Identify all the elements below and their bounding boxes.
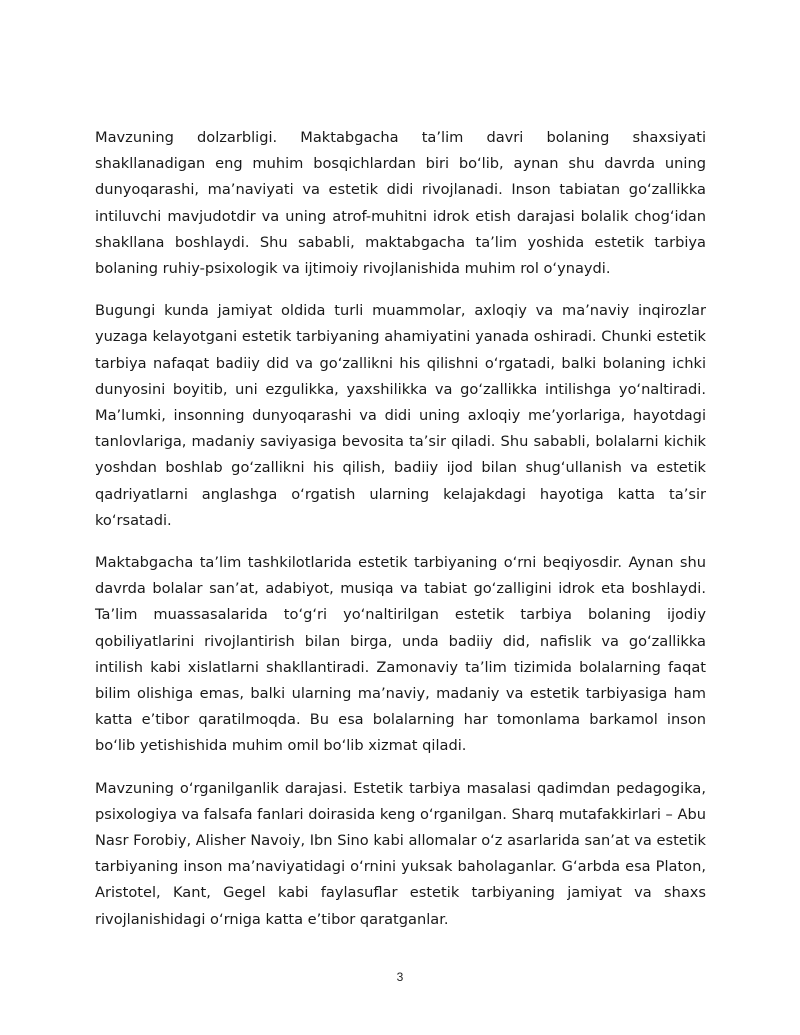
paragraph-relevance: Mavzuning dolzarbligi. Maktabgacha ta’lim davri bolaning shaxsiyati shakllanadigan eng muhim bosqichlardan biri bo‘lib, aynan shu davrda uning dunyoqarashi, ma’naviyati va estetik didi rivojlanadi. Inson tabiatan go‘zallikka intiluvchi mavjudotdir va uning atrof-muhitni idrok etish darajasi bolalik chog‘idan shakllana boshlaydi. Shu sababli, maktabgacha ta’lim yoshida estetik tarbiya bolaning ruhiy-psixologik va ijtimoiy rivojlanishida muhim rol o‘ynaydi. xyxy=(95,129,706,278)
paragraph-degree-of-study: Mavzuning o‘rganilganlik darajasi. Estetik tarbiya masalasi qadimdan pedagogika, psixologiya va falsafa fanlari doirasida keng o‘rganilgan. Sharq mutafakkirlari – Abu Nasr Forobiy, Alisher Navoiy, Ibn Sino kabi allomalar o‘z asarlarida san’at va estetik tarbiyaning inson ma’naviyatidagi o‘rnini yuksak baholaganlar. G‘arbda esa Platon, Aristotel, Kant, Gegel kabi faylasuflar estetik tarbiyaning jamiyat va shaxs rivojlanishidagi o‘rniga katta e’tibor qaratganlar. xyxy=(95,779,706,928)
page-number: 3 xyxy=(396,970,404,984)
paragraph-modern-problems: Bugungi kunda jamiyat oldida turli muammolar, axloqiy va ma’naviy inqirozlar yuzaga kelayotgani estetik tarbiyaning ahamiyatini yanada oshiradi. Chunki estetik tarbiya nafaqat badiiy did va go‘zallikni his qilishni o‘rgatadi, balki bolaning ichki dunyosini boyitib, uni ezgulikka, yaxshilikka va go‘zallikka intilishga yo‘naltiradi. Ma’lumki, insonning dunyoqarashi va didi uning axloqiy me’yorlariga, hayotdagi tanlovlariga, madaniy saviyasiga bevosita ta’sir qiladi. Shu sababli, bolalarni kichik yoshdan boshlab go‘zallikni his qilish, badiiy ijod bilan shug‘ullanish va estetik qadriyatlarni anglashga o‘rgatish ularning kelajakdagi hayotiga katta ta’sir ko‘rsatadi. xyxy=(95,302,706,529)
paragraph-preschool-role: Maktabgacha ta’lim tashkilotlarida estetik tarbiyaning o‘rni beqiyosdir. Aynan shu davrda bolalar san’at, adabiyot, musiqa va tabiat go‘zalligini idrok eta boshlaydi. Ta’lim muassasalarida to‘g‘ri yo‘naltirilgan estetik tarbiya bolaning ijodiy qobiliyatlarini rivojlantirish bilan birga, unda badiiy did, nafislik va go‘zallikka intilish kabi xislatlarni shakllantiradi. Zamonaviy ta’lim tizimida bolalarning faqat bilim olishiga emas, balki ularning ma’naviy, madaniy va estetik tarbiyasiga ham katta e’tibor qaratilmoqda. Bu esa bolalarning har tomonlama barkamol inson bo‘lib yetishishida muhim omil bo‘lib xizmat qiladi. xyxy=(95,554,706,755)
document-body xyxy=(95,125,706,949)
